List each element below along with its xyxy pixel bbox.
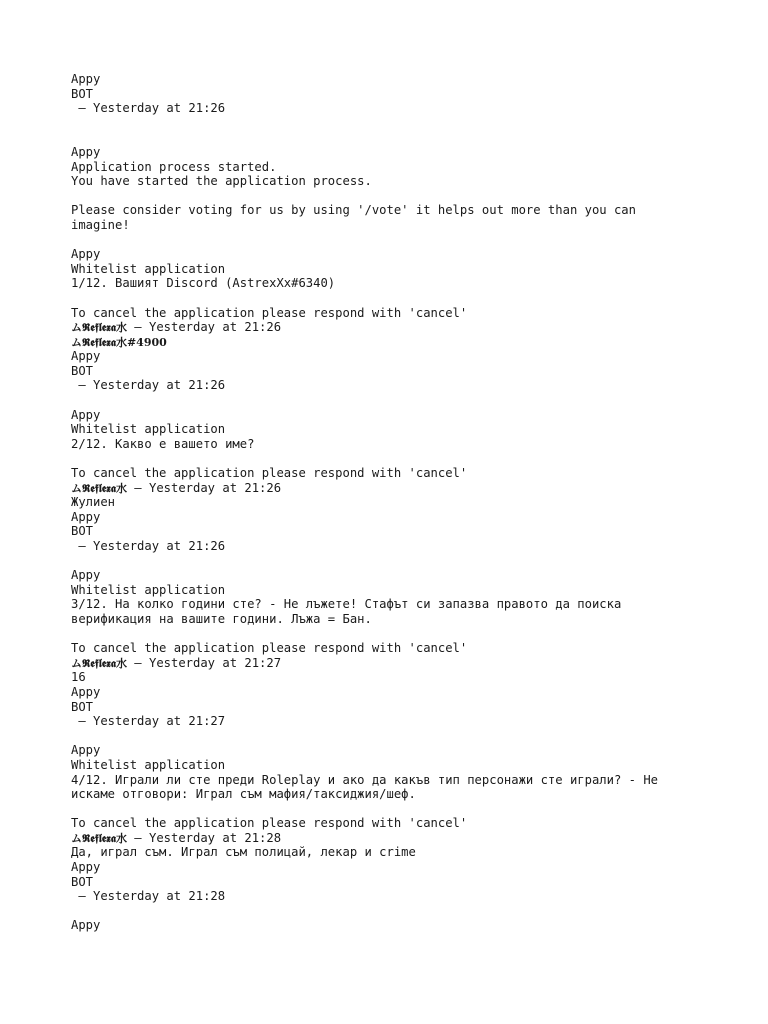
bot-tag: BOT bbox=[71, 874, 94, 889]
spacer bbox=[71, 904, 711, 919]
embed-title: Whitelist application bbox=[71, 422, 226, 437]
embed-author: Appy bbox=[71, 743, 101, 758]
user-message-header bbox=[71, 481, 711, 496]
bot-tag: BOT bbox=[71, 524, 94, 539]
bot-tag: BOT bbox=[71, 363, 94, 378]
embed-footer: To cancel the application please respond with 'cancel' bbox=[71, 305, 468, 320]
embed-author: Appy bbox=[71, 568, 101, 583]
embed-author: Appy bbox=[71, 144, 101, 159]
user-message-header bbox=[71, 320, 711, 335]
user-name[interactable]: ム𝕽𝖊𝖋𝖑𝖊𝖝𝖆水 bbox=[71, 321, 127, 335]
spacer bbox=[71, 116, 711, 145]
message-timestamp: — Yesterday at 21:26 bbox=[71, 539, 226, 553]
spacer bbox=[71, 729, 711, 744]
bot-tag: BOT bbox=[71, 699, 94, 714]
user-answer: Жулиен bbox=[71, 495, 116, 510]
embed-footer: To cancel the application please respond with 'cancel' bbox=[71, 466, 468, 481]
bot-name[interactable]: Appy bbox=[71, 684, 101, 699]
embed-author: Appy bbox=[71, 247, 101, 262]
message-timestamp: — Yesterday at 21:26 bbox=[71, 101, 226, 116]
spacer bbox=[71, 189, 711, 204]
bot-name[interactable]: Appy bbox=[71, 349, 101, 364]
spacer bbox=[71, 393, 711, 408]
spacer bbox=[71, 802, 711, 817]
spacer bbox=[71, 554, 711, 569]
user-name[interactable]: ム𝕽𝖊𝖋𝖑𝖊𝖝𝖆水 bbox=[71, 831, 127, 845]
user-message-header bbox=[71, 831, 711, 846]
message-timestamp: — Yesterday at 21:27 bbox=[126, 655, 282, 670]
message-timestamp: — Yesterday at 21:28 bbox=[71, 889, 226, 904]
bot-name[interactable]: Appy bbox=[71, 72, 101, 86]
question-text: 2/12. Какво е вашето име? bbox=[71, 436, 255, 451]
user-name[interactable]: ム𝕽𝖊𝖋𝖑𝖊𝖝𝖆水 bbox=[71, 481, 127, 495]
embed-footer: To cancel the application please respond with 'cancel' bbox=[71, 816, 468, 831]
spacer bbox=[71, 233, 711, 248]
spacer bbox=[71, 291, 711, 306]
message-timestamp: — Yesterday at 21:26 bbox=[126, 320, 282, 335]
user-answer: 16 bbox=[71, 670, 86, 685]
message-timestamp: — Yesterday at 21:27 bbox=[71, 714, 226, 729]
user-message-header bbox=[71, 656, 711, 671]
message-timestamp: — Yesterday at 21:26 bbox=[71, 378, 226, 393]
user-name[interactable]: ム𝕽𝖊𝖋𝖑𝖊𝖝𝖆水 bbox=[71, 656, 127, 670]
user-answer-text: ム𝕽𝖊𝖋𝖑𝖊𝖝𝖆水#4900 bbox=[71, 335, 167, 349]
bot-name[interactable]: Appy bbox=[71, 860, 101, 875]
spacer bbox=[71, 451, 711, 466]
user-answer: Да, играл съм. Играл съм полицай, лекар и crime bbox=[71, 845, 416, 860]
embed-author: Appy bbox=[71, 918, 101, 933]
embed-description: You have started the application process. bbox=[71, 174, 372, 189]
embed-footer: To cancel the application please respond with 'cancel' bbox=[71, 641, 468, 656]
embed-title: Whitelist application bbox=[71, 757, 226, 772]
embed-title: Application process started. bbox=[71, 159, 277, 174]
chat-log-document bbox=[71, 72, 711, 933]
question-text: 4/12. Играли ли сте преди Roleplay и ако да какъв тип персонажи сте играли? - Не искаме отговори: Играл съм мафия/таксиджия/шеф. bbox=[71, 772, 666, 802]
embed-title: Whitelist application bbox=[71, 261, 226, 276]
question-text: 3/12. На колко години сте? - Не лъжете! Стафът си запазва правото да поиска верификация на вашите години. Лъжа = Бан. bbox=[71, 597, 629, 626]
spacer bbox=[71, 627, 711, 642]
embed-author: Appy bbox=[71, 407, 101, 422]
message-timestamp: — Yesterday at 21:28 bbox=[126, 830, 282, 845]
embed-note: Please consider voting for us by using '/vote' it helps out more than you can imagine! bbox=[71, 203, 644, 232]
bot-tag: BOT bbox=[71, 86, 94, 101]
user-answer bbox=[71, 335, 711, 350]
message-timestamp: — Yesterday at 21:26 bbox=[126, 480, 282, 495]
bot-name[interactable]: Appy bbox=[71, 509, 101, 524]
embed-title: Whitelist application bbox=[71, 582, 226, 597]
question-text: 1/12. Вашият Discord (AstrexXx#6340) bbox=[71, 276, 336, 291]
